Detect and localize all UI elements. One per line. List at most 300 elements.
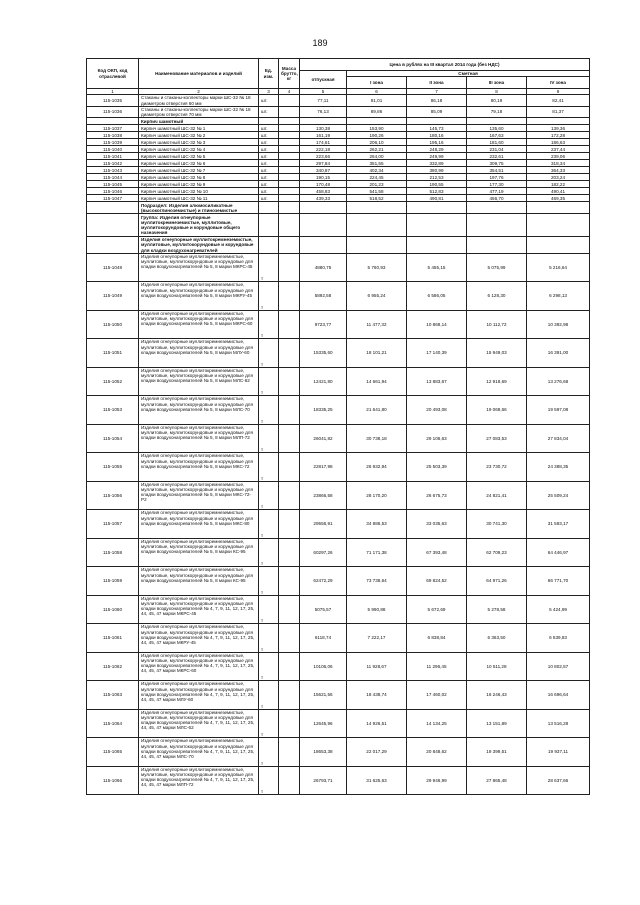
zone4-price-cell: 182,22 [527,181,590,188]
zone3-price-cell: 62 709,23 [467,538,527,567]
release-price-cell: 18335,25 [300,396,347,425]
release-price-cell: 77,11 [300,95,347,106]
table-row [87,595,590,624]
code-cell: 115-1053 [87,396,139,425]
group-sub-row [87,237,590,254]
name-cell: Изделия огнеупорные муллитокремнеземистые, муллитовые, муллитокорундовые и корундовые для кладки воздухонагревателей № 5, 8 марки МКС-80 [139,510,259,539]
zone2-price-cell: 11 296,45 [407,652,467,681]
empty-cell [279,214,300,237]
name-cell: Кирпич шамотный ШС-32 № 1 [139,125,259,132]
zone1-price-cell: 71 171,38 [347,538,407,567]
table-row [87,624,590,653]
code-cell: 115-1056 [87,481,139,510]
mass-cell [279,188,300,195]
unit-cell: т [259,567,279,596]
code-cell: 115-1036 [87,106,139,117]
table-row [87,167,590,174]
zone3-price-cell: 10 511,28 [467,652,527,681]
code-cell: 115-1066 [87,766,139,795]
name-cell: Стаканы и стаканы-коллекторы марки ШС-32 № 18 диаметром отверстия 60 мм [139,95,259,106]
table-row [87,125,590,132]
zone4-price-cell: 469,35 [527,195,590,202]
name-cell: Стаканы и стаканы-коллекторы марки ШС-32 № 18 диаметром отверстия 70 мм [139,106,259,117]
zone2-price-cell: 248,29 [407,146,467,153]
zone2-price-cell: 33 035,63 [407,510,467,539]
unit-cell: шт. [259,125,279,132]
name-cell: Кирпич шамотный ШС-32 № 6 [139,160,259,167]
header-name: Наименование материалов и изделий [139,59,259,89]
unit-cell: шт. [259,146,279,153]
table-row [87,481,590,510]
zone1-price-cell: 14 661,94 [347,367,407,396]
empty-cell [347,202,407,214]
zone4-price-cell: 27 834,04 [527,424,590,453]
zone3-price-cell: 167,63 [467,132,527,139]
header-release: отпускная [300,71,347,89]
name-cell: Кирпич шамотный ШС-32 № 10 [139,188,259,195]
code-cell: 115-1046 [87,188,139,195]
unit-cell: т [259,595,279,624]
zone4-price-cell: 19 597,08 [527,396,590,425]
name-cell: Кирпич шамотный ШС-32 № 2 [139,132,259,139]
table-row [87,181,590,188]
table-row [87,253,590,282]
empty-cell [300,214,347,237]
empty-cell [527,237,590,254]
zone3-price-cell: 232,61 [467,153,527,160]
name-cell: Кирпич шамотный ШС-32 № 3 [139,139,259,146]
group-sub-row-label: Изделия огнеупорные муллитокремнеземистые, муллитовые, муллитокорундовые и корундовые для кладки воздухонагревателей [139,237,259,254]
zone3-price-cell: 12 918,69 [467,367,527,396]
mass-cell [279,167,300,174]
release-price-cell: 130,38 [300,125,347,132]
release-price-cell: 26793,71 [300,766,347,795]
release-price-cell: 439,33 [300,195,347,202]
zone1-price-cell: 11 928,67 [347,652,407,681]
release-price-cell: 9723,77 [300,310,347,339]
unit-cell: т [259,339,279,368]
mass-cell [279,595,300,624]
release-price-cell: 170,48 [300,181,347,188]
name-cell: Изделия огнеупорные муллитокремнеземистые, муллитовые, муллитокорундовые и корундовые для кладки воздухонагревателей № 5, 8 марки МЛП-72 [139,424,259,453]
zone3-price-cell: 23 730,72 [467,453,527,482]
header-zone1: I зона [347,77,407,89]
code-cell: 115-1035 [87,95,139,106]
zone1-price-cell: 30 738,18 [347,424,407,453]
unit-cell: шт. [259,188,279,195]
release-price-cell: 22817,98 [300,453,347,482]
empty-cell [259,118,279,125]
mass-cell [279,174,300,181]
mass-cell [279,652,300,681]
zone4-price-cell: 364,33 [527,167,590,174]
zone4-price-cell: 13 276,68 [527,367,590,396]
name-cell: Изделия огнеупорные муллитокремнеземистые, муллитовые, муллитокорундовые и корундовые для кладки воздухонагревателей № 4, 7, 9, 11, 12, 17, 25, 44, 45, 47 марки МЛС-70 [139,738,259,767]
subsection-row-label: Подраздел: Изделия алюмосиликатные (высокоглиноземистые) и глиноземистые [139,202,259,214]
table-row [87,95,590,106]
unit-cell: шт. [259,132,279,139]
zone1-price-cell: 91,01 [347,95,407,106]
zone4-price-cell: 16 696,64 [527,681,590,710]
name-cell: Изделия огнеупорные муллитокремнеземистые, муллитовые, муллитокорундовые и корундовые для кладки воздухонагревателей № 4, 7, 9, 11, 12, 17, 25, 44, 45, 47 марки МЛС-62 [139,709,259,738]
index-cell: 9 [527,89,590,95]
zone1-price-cell: 22 017,29 [347,738,407,767]
code-cell: 115-1042 [87,160,139,167]
zone2-price-cell: 69 824,52 [407,567,467,596]
empty-cell [527,202,590,214]
empty-cell [300,202,347,214]
zone2-price-cell: 26 675,73 [407,481,467,510]
table-row [87,106,590,117]
unit-cell: т [259,766,279,795]
zone3-price-cell: 181,60 [467,139,527,146]
unit-cell: т [259,253,279,282]
mass-cell [279,453,300,482]
code-cell: 115-1037 [87,125,139,132]
zone1-price-cell: 206,10 [347,139,407,146]
name-cell: Кирпич шамотный ШС-32 № 8 [139,174,259,181]
mass-cell [279,282,300,311]
mass-cell [279,125,300,132]
release-price-cell: 5892,58 [300,282,347,311]
name-cell: Кирпич шамотный ШС-32 № 7 [139,167,259,174]
release-price-cell: 23866,58 [300,481,347,510]
code-cell: 115-1039 [87,139,139,146]
zone2-price-cell: 86,18 [407,95,467,106]
zone3-price-cell: 309,75 [467,160,527,167]
zone4-price-cell: 5 216,64 [527,253,590,282]
index-cell: 6 [347,89,407,95]
zone3-price-cell: 24 821,41 [467,481,527,510]
release-price-cell: 26041,82 [300,424,347,453]
code-cell: 115-1045 [87,181,139,188]
zone4-price-cell: 10 392,98 [527,310,590,339]
name-cell: Изделия огнеупорные муллитокремнеземистые, муллитовые, муллитокорундовые и корундовые для кладки воздухонагревателей № 5, 8 марки МКС-72 [139,453,259,482]
zone4-price-cell: 237,44 [527,146,590,153]
empty-cell [259,237,279,254]
release-price-cell: 223,66 [300,153,347,160]
zone2-price-cell: 5 455,15 [407,253,467,282]
table-row [87,146,590,153]
table-row [87,153,590,160]
zone1-price-cell: 201,23 [347,181,407,188]
index-cell: 5 [300,89,347,95]
unit-cell: т [259,367,279,396]
code-cell: 115-1047 [87,195,139,202]
page-number: 189 [312,38,328,48]
zone2-price-cell: 332,89 [407,160,467,167]
name-cell: Кирпич шамотный ШС-32 № 4 [139,146,259,153]
mass-cell [279,153,300,160]
unit-cell: шт. [259,160,279,167]
zone3-price-cell: 477,19 [467,188,527,195]
index-cell: 3 [259,89,279,95]
zone3-price-cell: 19 068,66 [467,396,527,425]
mass-cell [279,139,300,146]
table-row [87,195,590,202]
unit-cell: шт. [259,153,279,160]
unit-cell: т [259,282,279,311]
index-cell: 7 [407,89,467,95]
zone4-price-cell: 31 593,17 [527,510,590,539]
mass-cell [279,510,300,539]
code-cell [87,237,139,254]
table-row [87,367,590,396]
zone4-price-cell: 6 539,83 [527,624,590,653]
name-cell: Кирпич шамотный ШС-32 № 11 [139,195,259,202]
empty-cell [407,214,467,237]
code-cell: 115-1064 [87,709,139,738]
mass-cell [279,538,300,567]
zone1-price-cell: 11 477,32 [347,310,407,339]
mass-cell [279,681,300,710]
release-price-cell: 340,87 [300,167,347,174]
zone3-price-cell: 10 112,72 [467,310,527,339]
zone1-price-cell: 402,34 [347,167,407,174]
zone2-price-cell: 29 106,63 [407,424,467,453]
name-cell: Изделия огнеупорные муллитокремнеземистые, муллитовые, муллитокорундовые и корундовые для кладки воздухонагревателей № 5, 8 марки МКРУ-45 [139,282,259,311]
zone2-price-cell: 10 868,14 [407,310,467,339]
empty-cell [300,118,347,125]
header-zone4: IV зона [527,77,590,89]
name-cell: Изделия огнеупорные муллитокремнеземистые, муллитовые, муллитокорундовые и корундовые для кладки воздухонагревателей № 4, 7, 9, 11, 12, 17, 25, 44, 45, 47 марки МКРУ-45 [139,624,259,653]
zone1-price-cell: 26 932,94 [347,453,407,482]
price-table [86,58,590,795]
mass-cell [279,106,300,117]
zone2-price-cell: 17 140,39 [407,339,467,368]
zone4-price-cell: 139,36 [527,125,590,132]
zone3-price-cell: 30 741,30 [467,510,527,539]
zone1-price-cell: 153,90 [347,125,407,132]
zone4-price-cell: 19 937,11 [527,738,590,767]
zone3-price-cell: 27 083,53 [467,424,527,453]
zone4-price-cell: 6 298,13 [527,282,590,311]
zone1-price-cell: 14 926,51 [347,709,407,738]
unit-cell: шт. [259,174,279,181]
header-code: Код ОКП, код отраслевой [87,59,139,89]
zone2-price-cell: 17 460,02 [407,681,467,710]
zone1-price-cell: 541,58 [347,188,407,195]
name-cell: Изделия огнеупорные муллитокремнеземистые, муллитовые, муллитокорундовые и корундовые для кладки воздухонагревателей № 4, 7, 9, 11, 12, 17, 25, 44, 45, 47 марки МЛУ-60 [139,681,259,710]
code-cell: 115-1062 [87,652,139,681]
zone2-price-cell: 20 848,62 [407,738,467,767]
zone3-price-cell: 80,19 [467,95,527,106]
table-row [87,709,590,738]
zone3-price-cell: 79,18 [467,106,527,117]
code-cell: 115-1049 [87,282,139,311]
mass-cell [279,160,300,167]
name-cell: Изделия огнеупорные муллитокремнеземистые, муллитовые, муллитокорундовые и корундовые для кладки воздухонагревателей № 5, 8 марки МЛС-70 [139,396,259,425]
code-cell: 115-1055 [87,453,139,482]
zone3-price-cell: 456,70 [467,195,527,202]
subsection-row [87,202,590,214]
mass-cell [279,132,300,139]
zone2-price-cell: 85,09 [407,106,467,117]
empty-cell [259,202,279,214]
zone3-price-cell: 197,76 [467,174,527,181]
table-row [87,538,590,567]
empty-cell [467,118,527,125]
release-price-cell: 190,15 [300,174,347,181]
zone2-price-cell: 190,55 [407,181,467,188]
index-cell: 1 [87,89,139,95]
code-cell: 115-1059 [87,567,139,596]
empty-cell [347,118,407,125]
zone3-price-cell: 5 278,58 [467,595,527,624]
table-row [87,139,590,146]
mass-cell [279,181,300,188]
name-cell: Изделия огнеупорные муллитокремнеземистые, муллитовые, муллитокорундовые и корундовые для кладки воздухонагревателей № 5, 8 марки МКРС-60 [139,310,259,339]
code-cell: 115-1060 [87,595,139,624]
table-row [87,766,590,795]
code-cell: 115-1040 [87,146,139,153]
empty-cell [407,202,467,214]
release-price-cell: 60297,26 [300,538,347,567]
brick-group-row [87,118,590,125]
zone1-price-cell: 5 760,93 [347,253,407,282]
zone1-price-cell: 28 170,20 [347,481,407,510]
empty-cell [467,214,527,237]
empty-cell [279,118,300,125]
code-cell: 115-1054 [87,424,139,453]
index-cell: 2 [139,89,259,95]
empty-cell [300,237,347,254]
release-price-cell: 12645,96 [300,709,347,738]
header-price-caption: Цена в рублях на III квартал 2014 года (без НДС) [300,59,590,71]
zone3-price-cell: 6 363,50 [467,624,527,653]
empty-cell [259,214,279,237]
empty-cell [279,202,300,214]
name-cell: Изделия огнеупорные муллитокремнеземистые, муллитовые, муллитокорундовые и корундовые для кладки воздухонагревателей № 5, 8 марки МКС-72-Р2 [139,481,259,510]
zone4-price-cell: 24 388,35 [527,453,590,482]
empty-cell [347,237,407,254]
unit-cell: т [259,396,279,425]
table-row [87,567,590,596]
zone2-price-cell: 25 503,39 [407,453,467,482]
unit-cell: т [259,424,279,453]
zone2-price-cell: 249,99 [407,153,467,160]
zone2-price-cell: 512,83 [407,188,467,195]
table-row [87,738,590,767]
zone1-price-cell: 31 625,63 [347,766,407,795]
zone1-price-cell: 7 222,17 [347,624,407,653]
zone2-price-cell: 380,99 [407,167,467,174]
zone2-price-cell: 5 672,69 [407,595,467,624]
code-cell: 115-1057 [87,510,139,539]
table-row [87,453,590,482]
zone4-price-cell: 5 424,99 [527,595,590,624]
mass-cell [279,95,300,106]
name-cell: Изделия огнеупорные муллитокремнеземистые, муллитовые, муллитокорундовые и корундовые для кладки воздухонагревателей № 4, 7, 9, 11, 12, 17, 25, 44, 45, 47 марки МКРС-60 [139,652,259,681]
mass-cell [279,367,300,396]
unit-cell: т [259,652,279,681]
unit-cell: т [259,709,279,738]
zone1-price-cell: 34 886,53 [347,510,407,539]
zone2-price-cell: 212,53 [407,174,467,181]
zone2-price-cell: 67 393,48 [407,538,467,567]
release-price-cell: 6118,74 [300,624,347,653]
zone4-price-cell: 203,24 [527,174,590,181]
zone4-price-cell: 186,63 [527,139,590,146]
release-price-cell: 5075,57 [300,595,347,624]
zone2-price-cell: 29 946,99 [407,766,467,795]
code-cell: 115-1065 [87,738,139,767]
header-zone2: II зона [407,77,467,89]
release-price-cell: 161,19 [300,132,347,139]
table-row [87,396,590,425]
unit-cell: шт. [259,195,279,202]
index-cell: 8 [467,89,527,95]
zone4-price-cell: 25 509,24 [527,481,590,510]
release-price-cell: 62472,29 [300,567,347,596]
table-row [87,132,590,139]
mass-cell [279,709,300,738]
release-price-cell: 297,84 [300,160,347,167]
code-cell: 115-1048 [87,253,139,282]
zone3-price-cell: 13 151,89 [467,709,527,738]
zone2-price-cell: 145,73 [407,125,467,132]
empty-cell [279,237,300,254]
zone3-price-cell: 231,04 [467,146,527,153]
empty-cell [527,214,590,237]
zone4-price-cell: 239,06 [527,153,590,160]
zone4-price-cell: 13 516,28 [527,709,590,738]
zone3-price-cell: 19 399,51 [467,738,527,767]
table-row [87,424,590,453]
table-body [87,89,590,795]
release-price-cell: 174,61 [300,139,347,146]
code-cell: 115-1038 [87,132,139,139]
unit-cell: т [259,310,279,339]
header-mass: Масса брутто, кг [279,59,300,89]
zone1-price-cell: 5 990,88 [347,595,407,624]
unit-cell: т [259,453,279,482]
zone4-price-cell: 66 771,70 [527,567,590,596]
unit-cell: т [259,510,279,539]
unit-cell: т [259,624,279,653]
code-cell: 115-1043 [87,167,139,174]
zone1-price-cell: 21 641,80 [347,396,407,425]
unit-cell: шт. [259,139,279,146]
zone4-price-cell: 64 446,97 [527,538,590,567]
unit-cell: т [259,738,279,767]
table-row [87,339,590,368]
name-cell: Изделия огнеупорные муллитокремнеземистые, муллитовые, муллитокорундовые и корундовые для кладки воздухонагревателей № 4, 7, 9, 11, 12, 17, 25, 44, 45, 47 марки МЛП-72 [139,766,259,795]
code-cell: 115-1050 [87,310,139,339]
mass-cell [279,481,300,510]
release-price-cell: 15621,56 [300,681,347,710]
mass-cell [279,146,300,153]
name-cell: Изделия огнеупорные муллитокремнеземистые, муллитовые, муллитокорундовые и корундовые для кладки воздухонагревателей № 4, 7, 9, 11, 12, 17, 25, 44, 45, 47 марки МКРС-45 [139,595,259,624]
table-row [87,510,590,539]
empty-cell [347,214,407,237]
mass-cell [279,310,300,339]
name-cell: Изделия огнеупорные муллитокремнеземистые, муллитовые, муллитокорундовые и корундовые для кладки воздухонагревателей № 5, 8 марки МКРС-45 [139,253,259,282]
zone4-price-cell: 318,34 [527,160,590,167]
zone4-price-cell: 10 802,57 [527,652,590,681]
mass-cell [279,253,300,282]
zone2-price-cell: 14 134,25 [407,709,467,738]
mass-cell [279,766,300,795]
zone4-price-cell: 82,41 [527,95,590,106]
zone4-price-cell: 490,41 [527,188,590,195]
table-row [87,652,590,681]
release-price-cell: 12421,80 [300,367,347,396]
release-price-cell: 4880,75 [300,253,347,282]
table-header [87,59,590,89]
zone3-price-cell: 16 246,43 [467,681,527,710]
table-row [87,282,590,311]
